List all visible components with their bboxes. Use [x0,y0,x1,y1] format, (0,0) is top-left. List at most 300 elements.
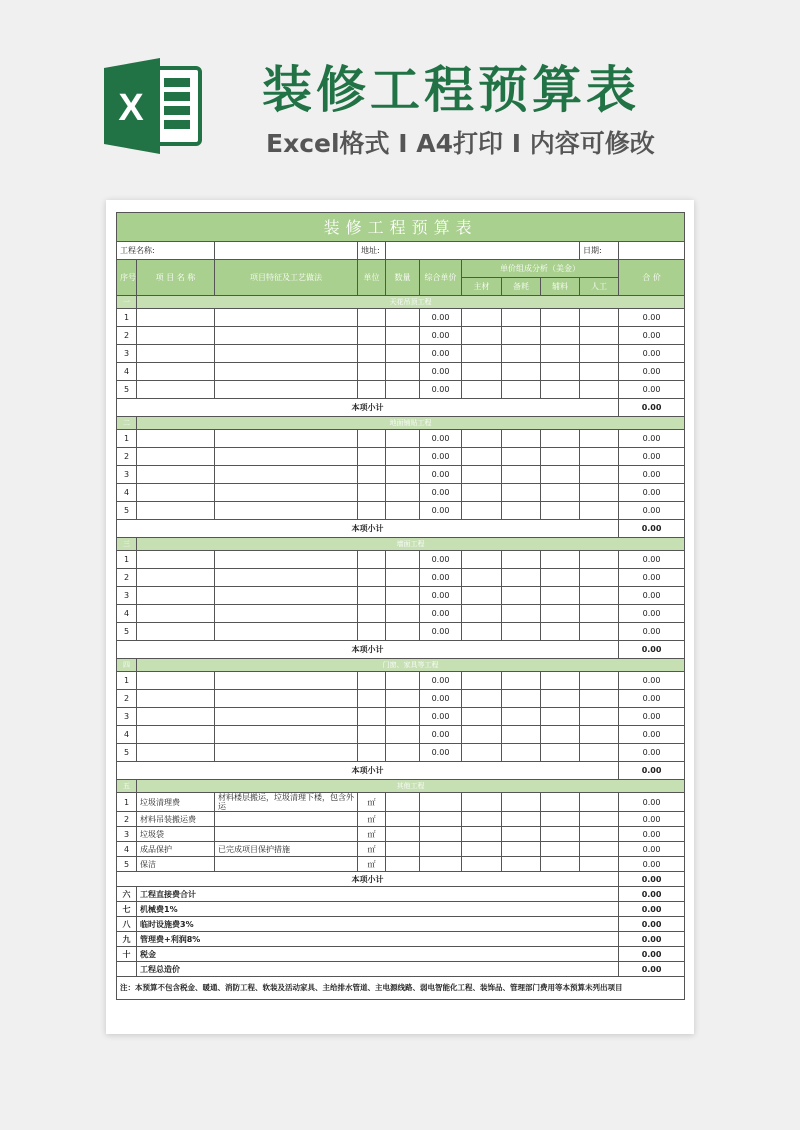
table-row [117,708,685,726]
summary-row [117,902,685,917]
col-name: 项 目 名 称 [137,260,215,296]
row-spec[interactable] [215,569,358,587]
row-material[interactable] [462,327,502,345]
row-aux[interactable] [502,327,541,345]
row-sub[interactable] [541,690,580,708]
row-unit-price: 0.00 [420,448,462,466]
row-unit-price: 0.00 [420,484,462,502]
row-qty[interactable] [386,466,420,484]
summary-number: 六 [117,887,137,902]
row-aux[interactable] [502,430,541,448]
row-seq: 4 [117,363,137,381]
row-sub[interactable] [541,448,580,466]
table-row [117,672,685,690]
section-header-row [117,538,685,551]
row-material[interactable] [462,569,502,587]
row-sub[interactable] [541,623,580,641]
row-spec[interactable] [215,827,358,842]
row-spec[interactable]: 材料楼层搬运，垃圾清理下楼，包含外运 [215,793,358,812]
col-qty: 数量 [386,260,420,296]
col-breakdown: 单价组成分析（美金） [462,260,619,278]
summary-value: 0.00 [619,887,685,902]
row-sub[interactable] [541,502,580,520]
col-material: 主材 [462,278,502,296]
row-name[interactable] [137,726,215,744]
row-spec[interactable] [215,551,358,569]
row-labor[interactable] [580,327,619,345]
row-qty[interactable] [386,551,420,569]
row-name[interactable] [137,587,215,605]
row-material[interactable] [462,708,502,726]
row-spec[interactable] [215,345,358,363]
row-unit-price[interactable] [420,812,462,827]
table-row [117,363,685,381]
row-unit[interactable] [358,708,386,726]
row-spec[interactable] [215,623,358,641]
row-qty[interactable] [386,448,420,466]
row-material[interactable] [462,812,502,827]
row-unit[interactable] [358,569,386,587]
row-sub[interactable] [541,857,580,872]
row-labor[interactable] [580,448,619,466]
row-seq: 3 [117,345,137,363]
row-qty[interactable] [386,842,420,857]
row-unit[interactable] [358,587,386,605]
row-unit-price: 0.00 [420,587,462,605]
row-unit-price[interactable] [420,793,462,812]
row-qty[interactable] [386,327,420,345]
row-seq: 2 [117,690,137,708]
row-sub[interactable] [541,744,580,762]
row-aux[interactable] [502,605,541,623]
row-material[interactable] [462,605,502,623]
row-total: 0.00 [619,672,685,690]
row-unit[interactable] [358,726,386,744]
row-material[interactable] [462,842,502,857]
row-labor[interactable] [580,309,619,327]
row-labor[interactable] [580,708,619,726]
row-unit[interactable] [358,327,386,345]
row-sub[interactable] [541,587,580,605]
row-aux[interactable] [502,672,541,690]
row-name[interactable] [137,708,215,726]
section-title: 门窗、家具等工程 [137,659,685,672]
row-aux[interactable] [502,551,541,569]
row-seq: 3 [117,466,137,484]
row-spec[interactable] [215,726,358,744]
row-sub[interactable] [541,827,580,842]
row-sub[interactable] [541,842,580,857]
row-sub[interactable] [541,484,580,502]
row-aux[interactable] [502,623,541,641]
row-sub[interactable] [541,726,580,744]
row-sub[interactable] [541,345,580,363]
col-seq: 序号 [117,260,137,296]
table-row [117,842,685,857]
row-material[interactable] [462,309,502,327]
table-row [117,744,685,762]
row-total: 0.00 [619,842,685,857]
row-aux[interactable] [502,587,541,605]
row-qty[interactable] [386,623,420,641]
row-qty[interactable] [386,381,420,399]
summary-value: 0.00 [619,947,685,962]
row-total: 0.00 [619,569,685,587]
row-aux[interactable] [502,812,541,827]
row-name[interactable]: 垃圾袋 [137,827,215,842]
row-spec[interactable] [215,857,358,872]
row-unit[interactable] [358,430,386,448]
note-row [117,977,685,1000]
row-total: 0.00 [619,793,685,812]
table-row [117,569,685,587]
subtotal-label: 本项小计 [117,762,619,780]
row-material[interactable] [462,793,502,812]
summary-label: 工程总造价 [137,962,619,977]
row-labor[interactable] [580,484,619,502]
row-unit[interactable] [358,345,386,363]
row-name[interactable] [137,448,215,466]
row-labor[interactable] [580,502,619,520]
row-qty[interactable] [386,587,420,605]
row-seq: 1 [117,672,137,690]
row-labor[interactable] [580,857,619,872]
row-sub[interactable] [541,466,580,484]
row-labor[interactable] [580,812,619,827]
summary-label: 临时设施费3% [137,917,619,932]
row-qty[interactable] [386,345,420,363]
row-qty[interactable] [386,363,420,381]
row-sub[interactable] [541,793,580,812]
row-unit[interactable] [358,605,386,623]
row-unit-price: 0.00 [420,381,462,399]
row-sub[interactable] [541,430,580,448]
row-qty[interactable] [386,812,420,827]
row-labor[interactable] [580,345,619,363]
row-material[interactable] [462,345,502,363]
row-unit-price: 0.00 [420,623,462,641]
row-seq: 1 [117,551,137,569]
row-unit[interactable]: ㎡ [358,793,386,812]
section-number: 二 [117,417,137,430]
row-aux[interactable] [502,793,541,812]
row-name[interactable] [137,690,215,708]
row-name[interactable] [137,327,215,345]
row-name[interactable]: 垃圾清理费 [137,793,215,812]
row-qty[interactable] [386,672,420,690]
row-spec[interactable] [215,502,358,520]
row-sub[interactable] [541,327,580,345]
row-name[interactable] [137,309,215,327]
row-name[interactable]: 材料吊装搬运费 [137,812,215,827]
row-material[interactable] [462,827,502,842]
row-sub[interactable] [541,551,580,569]
section-number: 一 [117,296,137,309]
row-labor[interactable] [580,726,619,744]
section-header-row [117,659,685,672]
row-total: 0.00 [619,827,685,842]
row-sub[interactable] [541,381,580,399]
row-spec[interactable] [215,363,358,381]
row-aux[interactable] [502,726,541,744]
page-subtitle: Excel格式 I A4打印 I 内容可修改 [266,129,655,158]
row-material[interactable] [462,672,502,690]
row-unit-price: 0.00 [420,551,462,569]
table-row [117,345,685,363]
subtotal-value: 0.00 [619,520,685,538]
row-unit-price[interactable] [420,827,462,842]
row-qty[interactable] [386,690,420,708]
row-sub[interactable] [541,309,580,327]
row-aux[interactable] [502,466,541,484]
table-row [117,430,685,448]
row-aux[interactable] [502,827,541,842]
row-seq: 5 [117,744,137,762]
row-name[interactable]: 保洁 [137,857,215,872]
row-spec[interactable] [215,690,358,708]
row-aux[interactable] [502,690,541,708]
row-aux[interactable] [502,842,541,857]
row-qty[interactable] [386,605,420,623]
row-sub[interactable] [541,569,580,587]
row-labor[interactable] [580,842,619,857]
row-aux[interactable] [502,381,541,399]
row-aux[interactable] [502,502,541,520]
row-name[interactable] [137,744,215,762]
row-sub[interactable] [541,708,580,726]
row-spec[interactable] [215,605,358,623]
date-value[interactable] [619,242,685,260]
row-material[interactable] [462,551,502,569]
row-qty[interactable] [386,726,420,744]
row-seq: 1 [117,793,137,812]
row-aux[interactable] [502,309,541,327]
row-unit-price: 0.00 [420,309,462,327]
row-spec[interactable] [215,448,358,466]
row-seq: 2 [117,327,137,345]
subtotal-row [117,872,685,887]
row-seq: 5 [117,502,137,520]
row-unit[interactable] [358,502,386,520]
row-unit-price: 0.00 [420,569,462,587]
row-unit-price: 0.00 [420,744,462,762]
section-header-row [117,780,685,793]
row-material[interactable] [462,381,502,399]
row-unit[interactable] [358,466,386,484]
row-unit[interactable]: ㎡ [358,842,386,857]
row-material[interactable] [462,430,502,448]
subtotal-value: 0.00 [619,872,685,887]
row-unit[interactable] [358,381,386,399]
row-name[interactable] [137,345,215,363]
row-aux[interactable] [502,569,541,587]
row-spec[interactable] [215,484,358,502]
row-spec[interactable] [215,430,358,448]
row-labor[interactable] [580,381,619,399]
row-name[interactable] [137,569,215,587]
table-row [117,623,685,641]
row-labor[interactable] [580,605,619,623]
row-seq: 5 [117,381,137,399]
row-name[interactable] [137,502,215,520]
row-labor[interactable] [580,793,619,812]
row-name[interactable] [137,466,215,484]
row-material[interactable] [462,363,502,381]
row-spec[interactable] [215,672,358,690]
row-sub[interactable] [541,363,580,381]
page-header [0,0,800,190]
row-qty[interactable] [386,793,420,812]
row-sub[interactable] [541,605,580,623]
row-spec[interactable] [215,708,358,726]
row-spec[interactable] [215,309,358,327]
row-total: 0.00 [619,363,685,381]
row-labor[interactable] [580,363,619,381]
row-spec[interactable] [215,744,358,762]
summary-row [117,962,685,977]
row-seq: 2 [117,448,137,466]
section-title: 地面铺贴工程 [137,417,685,430]
row-material[interactable] [462,726,502,744]
row-unit-price: 0.00 [420,363,462,381]
row-aux[interactable] [502,857,541,872]
row-spec[interactable] [215,587,358,605]
row-labor[interactable] [580,744,619,762]
row-total: 0.00 [619,430,685,448]
row-unit-price: 0.00 [420,726,462,744]
row-unit[interactable] [358,309,386,327]
row-unit-price[interactable] [420,842,462,857]
row-name[interactable] [137,605,215,623]
row-material[interactable] [462,448,502,466]
summary-number: 八 [117,917,137,932]
row-spec[interactable] [215,812,358,827]
row-sub[interactable] [541,812,580,827]
address-label: 地址: [358,242,386,260]
row-qty[interactable] [386,708,420,726]
row-name[interactable] [137,551,215,569]
row-total: 0.00 [619,857,685,872]
row-material[interactable] [462,690,502,708]
row-qty[interactable] [386,309,420,327]
row-labor[interactable] [580,672,619,690]
row-labor[interactable] [580,430,619,448]
row-total: 0.00 [619,726,685,744]
row-seq: 3 [117,827,137,842]
row-aux[interactable] [502,708,541,726]
row-material[interactable] [462,587,502,605]
row-total: 0.00 [619,708,685,726]
subtotal-row [117,520,685,538]
row-labor[interactable] [580,569,619,587]
row-labor[interactable] [580,551,619,569]
row-seq: 3 [117,708,137,726]
row-aux[interactable] [502,744,541,762]
row-qty[interactable] [386,569,420,587]
spreadsheet-preview [106,200,694,1034]
row-qty[interactable] [386,430,420,448]
section-title: 墙面工程 [137,538,685,551]
col-price: 综合单价 [420,260,462,296]
col-aux: 备耗 [502,278,541,296]
summary-number [117,962,137,977]
row-material[interactable] [462,744,502,762]
row-labor[interactable] [580,466,619,484]
row-name[interactable] [137,430,215,448]
row-qty[interactable] [386,857,420,872]
row-unit-price[interactable] [420,857,462,872]
address-value[interactable] [386,242,580,260]
row-unit[interactable] [358,363,386,381]
row-aux[interactable] [502,484,541,502]
row-name[interactable] [137,363,215,381]
row-unit[interactable] [358,744,386,762]
row-sub[interactable] [541,672,580,690]
subtotal-label: 本项小计 [117,872,619,887]
row-labor[interactable] [580,690,619,708]
row-labor[interactable] [580,827,619,842]
row-qty[interactable] [386,484,420,502]
row-aux[interactable] [502,448,541,466]
row-unit[interactable] [358,484,386,502]
summary-label: 管理费+利润8% [137,932,619,947]
row-seq: 1 [117,309,137,327]
row-unit[interactable] [358,672,386,690]
excel-icon [104,58,204,154]
row-aux[interactable] [502,363,541,381]
row-name[interactable] [137,672,215,690]
row-spec[interactable] [215,466,358,484]
row-unit[interactable] [358,448,386,466]
row-material[interactable] [462,484,502,502]
summary-row [117,932,685,947]
row-unit[interactable] [358,623,386,641]
row-material[interactable] [462,857,502,872]
row-total: 0.00 [619,744,685,762]
row-spec[interactable]: 已完成项目保护措施 [215,842,358,857]
row-qty[interactable] [386,502,420,520]
footnote: 注：本预算不包含税金、暖通、消防工程、软装及活动家具、主给排水管道、主电源线路、弱电智能化工程、装饰品、管理部门费用等本预算未列出项目 [117,977,685,1000]
row-unit[interactable]: ㎡ [358,857,386,872]
row-material[interactable] [462,502,502,520]
row-name[interactable] [137,623,215,641]
row-unit-price: 0.00 [420,672,462,690]
row-seq: 2 [117,569,137,587]
row-unit[interactable] [358,551,386,569]
row-unit[interactable]: ㎡ [358,827,386,842]
project-name-value[interactable] [215,242,358,260]
row-unit[interactable]: ㎡ [358,812,386,827]
row-labor[interactable] [580,587,619,605]
row-qty[interactable] [386,827,420,842]
row-seq: 4 [117,484,137,502]
row-name[interactable] [137,381,215,399]
row-qty[interactable] [386,744,420,762]
row-unit-price: 0.00 [420,708,462,726]
row-material[interactable] [462,623,502,641]
row-spec[interactable] [215,381,358,399]
row-aux[interactable] [502,345,541,363]
row-labor[interactable] [580,623,619,641]
row-total: 0.00 [619,484,685,502]
row-name[interactable] [137,484,215,502]
row-spec[interactable] [215,327,358,345]
row-material[interactable] [462,466,502,484]
row-name[interactable]: 成品保护 [137,842,215,857]
table-row [117,309,685,327]
table-row [117,690,685,708]
row-unit[interactable] [358,690,386,708]
